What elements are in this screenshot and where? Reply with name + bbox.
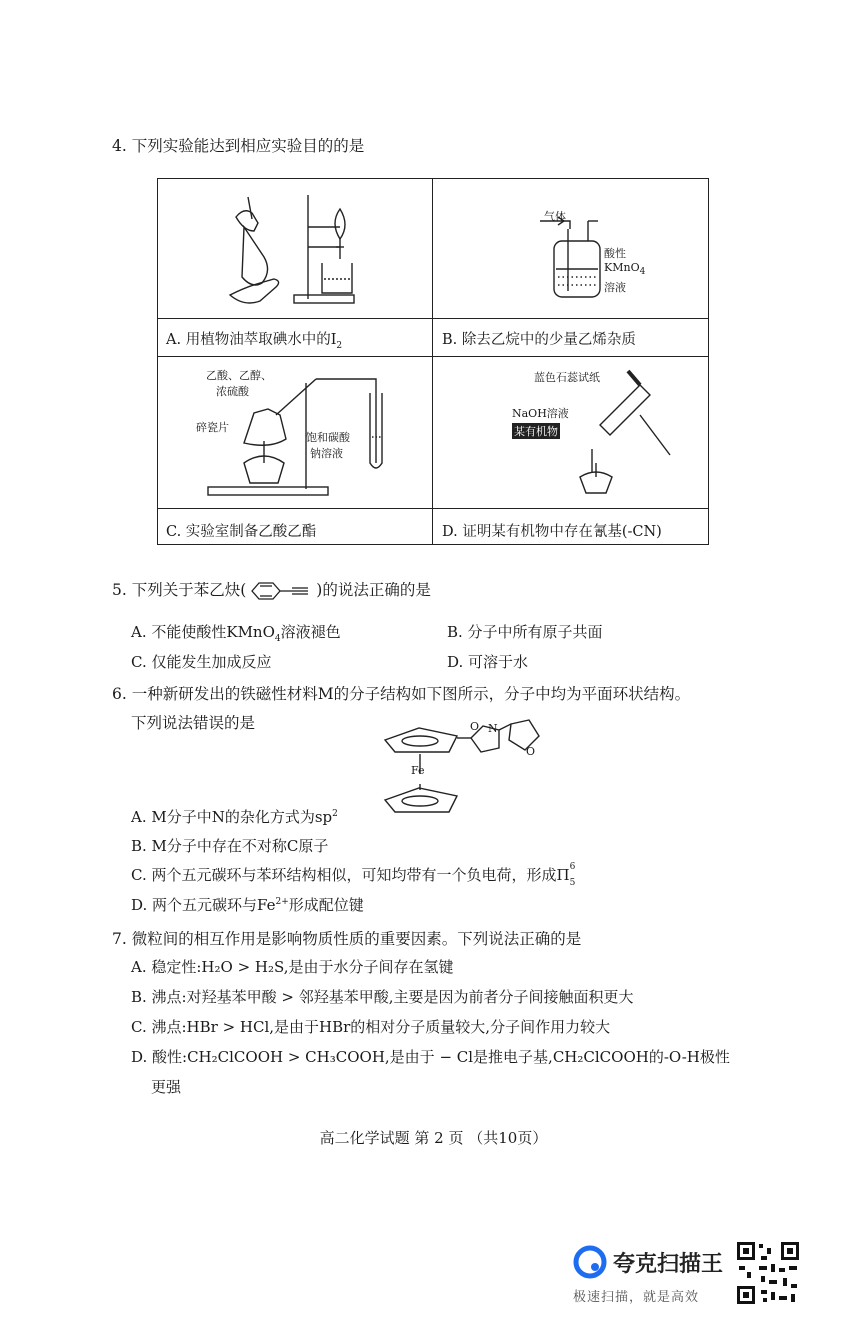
q5-option-b: B. 分子中所有原子共面 — [447, 623, 603, 641]
q6-option-d: D. 两个五元碳环与$Fe^{2+}$形成配位键 — [131, 896, 364, 914]
label-conc-acid: 浓硫酸 — [216, 385, 249, 398]
option-b-caption: B. 除去乙烷中的少量乙烯杂质 — [442, 332, 636, 348]
q7-stem: 7. 微粒间的相互作用是影响物质性质的重要因素。下列说法正确的是 — [112, 930, 582, 948]
q5-option-c: C. 仅能发生加成反应 — [131, 653, 272, 671]
watermark-brand: 夸克扫描王 — [613, 1252, 724, 1277]
q7-option-d-continued: 更强 — [151, 1078, 182, 1096]
q7-option-a: A. 稳定性:H₂O > H₂S,是由于水分子间存在氢键 — [131, 958, 454, 976]
q7-option-d: D. 酸性:CH₂ClCOOH > CH₃COOH,是由于 − Cl是推电子基,CH₂ClCOOH的-O-H极性 — [131, 1048, 730, 1066]
qr-code-icon — [735, 1240, 801, 1306]
label-reagents: 乙酸、乙醇、 — [206, 369, 272, 382]
label-solution: 溶液 — [604, 281, 626, 294]
watermark-slogan: 极速扫描，就是高效 — [573, 1290, 700, 1305]
q7-option-b: B. 沸点:对羟基苯甲酸 > 邻羟基苯甲酸,主要是因为前者分子间接触面积更大 — [131, 988, 634, 1006]
option-a-caption: A. 用植物油萃取碘水中的$I_2$ — [166, 332, 343, 351]
label-organic-compound: 某有机物 — [514, 425, 558, 438]
label-kmno4: KMnO$_4$ — [604, 261, 646, 278]
grid-divider — [432, 179, 433, 544]
grid-divider — [158, 356, 708, 357]
page-footer: 高二化学试题 第 2 页 （共10页） — [319, 1129, 548, 1147]
q6-option-a: A. M分子中N的杂化方式为$sp^2$ — [131, 808, 338, 826]
phenylacetylene-structure-icon — [246, 581, 316, 601]
isoxazole-o-label: O — [470, 720, 480, 733]
option-c-caption: C. 实验室制备乙酸乙酯 — [166, 524, 317, 540]
cyano-test-illustration — [540, 365, 700, 505]
q5-stem: 5. 下列关于苯乙炔( )的说法正确的是 — [112, 581, 431, 599]
q6-option-b: B. M分子中存在不对称C原子 — [131, 837, 329, 855]
q6-stem: 6. 一种新研发出的铁磁性材料M的分子结构如下图所示，分子中均为平面环状结构。 — [112, 685, 691, 703]
isoxazole-n-label: N — [488, 722, 498, 735]
label-naoh-solution: NaOH溶液 — [512, 407, 569, 420]
option-d-caption: D. 证明某有机物中存在氰基(-CN) — [442, 524, 662, 540]
separatory-funnel-illustration — [208, 187, 368, 312]
label-litmus-paper: 蓝色石蕊试纸 — [534, 371, 600, 384]
grid-divider — [158, 508, 708, 509]
q6-stem-2: 下列说法错误的是 — [131, 714, 256, 732]
q7-option-c: C. 沸点:HBr > HCl,是由于HBr的相对分子质量较大,分子间作用力较大 — [131, 1018, 611, 1036]
furan-o-label: O — [526, 745, 536, 758]
label-sodium-solution: 钠溶液 — [310, 447, 343, 460]
q4-stem: 4. 下列实验能达到相应实验目的的是 — [112, 137, 365, 155]
label-porcelain-chips: 碎瓷片 — [196, 421, 229, 434]
q5-option-d: D. 可溶于水 — [447, 653, 529, 671]
q4-option-grid — [157, 178, 709, 545]
quark-scanner-logo-icon — [573, 1245, 607, 1279]
label-acid: 酸性 — [604, 247, 626, 260]
label-saturated-carbonate: 饱和碳酸 — [306, 431, 350, 444]
ferrocene-molecule-structure — [375, 718, 585, 820]
grid-divider — [158, 318, 708, 319]
label-gas: 气体 — [544, 210, 566, 223]
q5-option-a: A. 不能使酸性KMnO$_4$溶液褪色 — [131, 623, 341, 644]
fe-atom-label: Fe — [411, 764, 425, 777]
q6-option-c: C. 两个五元碳环与苯环结构相似，可知均带有一个负电荷，形成Π 6 5 — [131, 862, 576, 888]
